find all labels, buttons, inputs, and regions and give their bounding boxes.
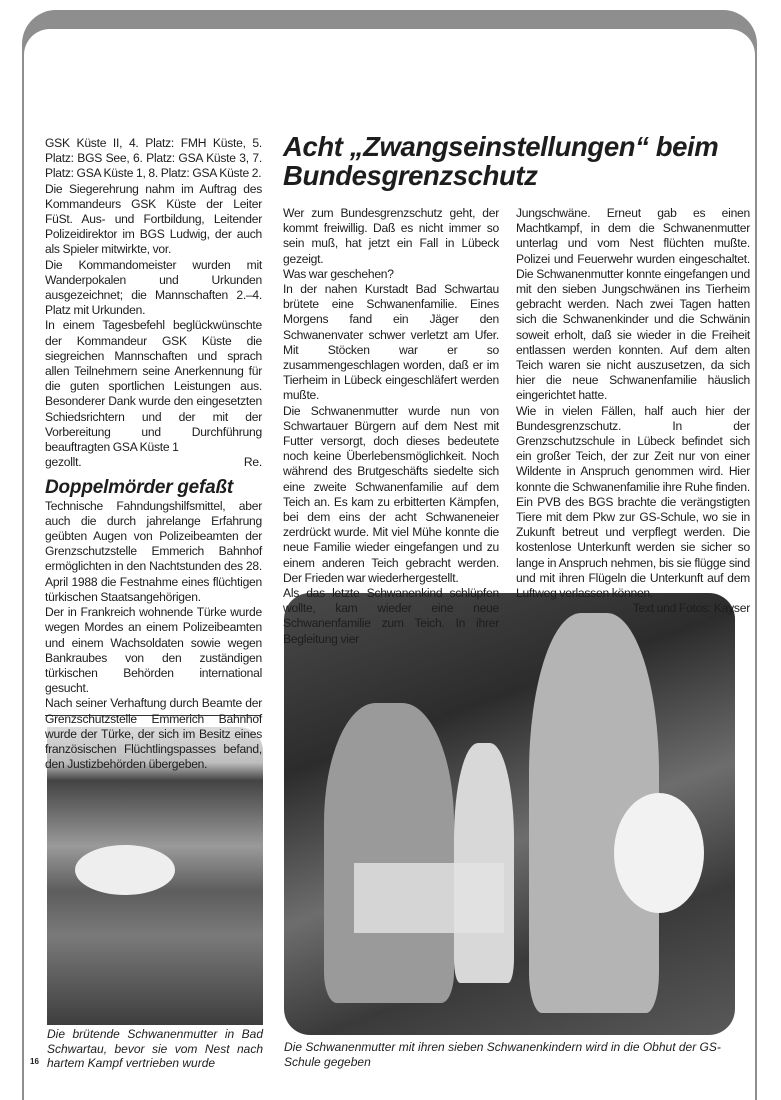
last-line: gezollt.: [45, 455, 82, 470]
right-photo-caption: Die Schwanenmutter mit ihren sieben Schwanenkindern wird in die Obhut der GS-Schule gegeben: [284, 1040, 721, 1069]
swan-family-photo: [284, 593, 735, 1035]
main-article-title: Acht „Zwangseinstellungen“ beim Bundesgrenzschutz: [283, 131, 719, 191]
paragraph: Der in Frankreich wohnende Türke wurde wegen Mordes an einem Polizeibeamten und einem Wachsoldaten sowie wegen Bankraubes von den zuständigen türkischen Behörden international gesucht.: [45, 605, 262, 696]
photo-credit: Text und Fotos: Kayser: [632, 601, 750, 616]
paragraph: Nach seiner Verhaftung durch Beamte der Grenzschutzstelle Emmerich Bahnhof wurde der Türke, der sich im Besitz eines französischen Flüchtlingspasses befand, den Justizbehörden übergeben.: [45, 696, 262, 772]
paragraph: Die Siegerehrung nahm im Auftrag des Kommandeurs GSK Küste der Leiter FüSt. Aus- und Fortbildung, Leitender Polizeidirektor im BGS Ludwig, der auch als Spieler mitwirkte, vor.: [45, 181, 262, 257]
swan-shape: [614, 793, 704, 913]
woman-figure: [324, 703, 454, 1003]
paragraph: Die Schwanenmutter wurde nun von Schwartauer Bürgern auf dem Nest mit Futter versorgt, doch dieses bedeutete noch keine Überlebensmöglichkeit. Noch während des Brutgeschäfts siedelte sich eine zweite Schwanenfamilie auf dem Teich an. Es kam zu erbitterten Kämpfen, bei dem eins der acht Schwaneneier zerdrückt wurde. Mit viel Mühe konnte die neue Familie wieder eingefangen und zu einem anderen Teich gebracht werden. Der Frieden war wiederhergestellt.: [283, 403, 499, 585]
author: Re.: [243, 455, 262, 470]
paragraph: In der nahen Kurstadt Bad Schwartau brütete eine Schwanenfamilie. Eines Morgens fand ein Jäger den Schwanenvater schwer verletzt am Ufer. Mit Stöcken war er so zusammengeschlagen worden, daß er im Tierheim in Lübeck eingeschläfert werden mußte.: [283, 282, 499, 403]
swan-shape: [75, 845, 175, 895]
paragraph: Was war geschehen?: [283, 266, 394, 281]
paragraph: Technische Fahndungshilfsmittel, aber auch die durch jahrelange Erfahrung geübten Augen von Polizeibeamten der Grenzschutzstelle Emmerich Bahnhof ermöglichten in den Nachtstunden des 28. April 1988 die Festnahme eines flüchtigen türkischen Staatsangehörigen.: [45, 498, 262, 604]
paragraph: Die Kommandomeister wurden mit Wanderpokalen und Urkunden ausgezeichnet; die Mannschaften 2.–4. Platz mit Urkunden.: [45, 257, 262, 318]
paragraph: Jungschwäne. Erneut gab es einen Machtkampf, in dem die Schwanenmutter unterlag und vom Nest flüchten mußte. Polizei und Feuerwehr wurden eingeschaltet. Die Schwanenmutter konnte eingefangen und mit den sieben Jungschwänen ins Tierheim gebracht werden. Nach zwei Tagen hatten sich die Schwanenkinder und die Schwänin soweit erholt, daß sie wieder in die Freiheit entlassen werden konnten. Auf dem alten Teich waren sie nicht auszusetzen, da sich hier die neue Schwanenfamilie häuslich eingerichtet hatte.: [516, 206, 750, 403]
article-title-doppelmoerder: Doppelmörder gefaßt: [45, 477, 234, 499]
signoff-line: [45, 455, 262, 470]
left-photo-caption: Die brütende Schwanenmutter in Bad Schwartau, bevor sie vom Nest nach hartem Kampf vertrieben wurde: [47, 1027, 263, 1070]
middle-column: [283, 206, 499, 647]
paragraph: In einem Tagesbefehl beglückwünschte der Kommandeur GSK Küste die siegreichen Mannschaften und sprach allen Teilnehmern seine Anerkennung für die guten sportlichen Leistungen aus. Besonderer Dank wurde den eingesetzten Schiedsrichtern und der mit der Vorbereitung und Durchführung beauftragten GSA Küste 1: [45, 318, 262, 455]
paragraph: Wer zum Bundesgrenzschutz geht, der kommt freiwillig. Daß es nicht immer so sein muß, hat jetzt ein Fall in Lübeck gezeigt.: [283, 206, 499, 266]
left-column: [45, 136, 262, 772]
right-column: [516, 206, 750, 616]
paragraph: Als das letzte Schwanenkind schlüpfen wollte, kam wieder eine neue Schwanenfamilie zum Teich. In ihrer Begleitung vier: [283, 586, 499, 646]
page-number: 16: [30, 1057, 39, 1066]
swan-cage: [354, 863, 504, 933]
paragraph: GSK Küste II, 4. Platz: FMH Küste, 5. Platz: BGS See, 6. Platz: GSA Küste 3, 7. Platz: GSA Küste 1, 8. Platz: GSA Küste 2.: [45, 136, 262, 181]
paragraph: Wie in vielen Fällen, half auch hier der Bundesgrenzschutz. In der Grenzschutzschule in Lübeck befindet sich ein großer Teich, der zur Zeit nur von einer Wildente in Anspruch genommen wird. Hier konnte die Schwanenfamilie ihre Ruhe finden. Ein PVB des BGS brachte die verängstigten Tiere mit dem Pkw zur GS-Schule, wo sie in Zukunft betreut und verpflegt werden. Die kostenlose Unterkunft werden sie sicher so lange in Anspruch nehmen, bis sie flügge sind und mit ihren Flügeln die Unterkunft auf dem Luftweg verlassen können.: [516, 403, 750, 601]
